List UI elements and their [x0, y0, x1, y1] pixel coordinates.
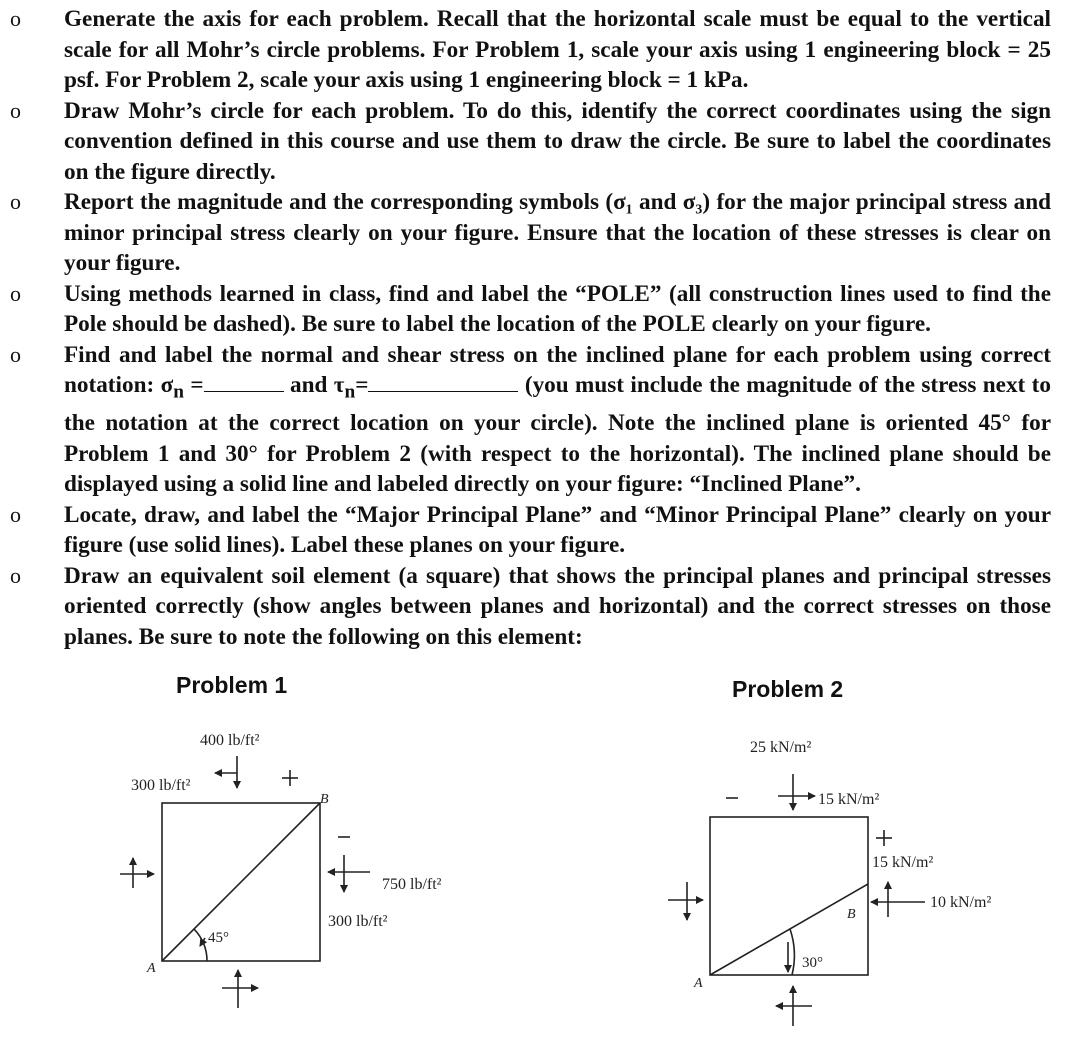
problem1-top-stress-arrow: [215, 756, 237, 788]
equals-sign: =: [355, 372, 369, 398]
instruction-item: [0, 4, 1075, 96]
problem2-angle-label: 30°: [802, 955, 823, 971]
instruction-item: [0, 187, 1075, 279]
problem2-right-shear-label: 15 kN/m²: [872, 854, 934, 871]
bullet-icon: o: [10, 562, 21, 588]
problem1-left-shear-label: 300 lb/ft²: [131, 777, 191, 794]
problem2-top-shear-label: 15 kN/m²: [818, 791, 880, 808]
instruction-text-part: (you must include the magnitude of the stress next to the notation at the correct location on your circle). Note the inclined plane is oriented 45° for Problem 1 and 30° for Problem 2 (with respect to the horizontal). The inclined plane should be displayed using a solid line and labeled directly on your figure: “Inclined Plane”.: [64, 372, 1051, 498]
problem2-labels: [693, 739, 991, 991]
equals-sign: =: [183, 372, 204, 398]
problem2-title: Problem 2: [732, 676, 844, 702]
instruction-item: [0, 279, 1075, 340]
bullet-icon: o: [10, 189, 21, 214]
problem2-diagram: [668, 774, 925, 1026]
bullet-icon: o: [10, 6, 21, 31]
instruction-text-part: and τ: [283, 372, 345, 398]
problem2-inclined-plane: [710, 884, 868, 975]
instruction-text: Draw an equivalent soil element (a square) that shows the principal planes and principal stresses oriented correctly (show angles between planes and horizontal) and the correct stresses on those planes. Be sure to note the following on this element:: [64, 562, 1051, 650]
instruction-text: Draw Mohr’s circle for each problem. To do this, identify the correct coordinates using the sign convention defined in this course and use them to draw the circle. Be sure to label the coordinates on the figure directly.: [64, 97, 1051, 185]
problem2-top-stress-label: 25 kN/m²: [750, 739, 812, 756]
problem1-corner-a: A: [147, 961, 156, 976]
instruction-item: [0, 561, 1075, 653]
problem2-top-stress-arrow: [778, 774, 815, 810]
element-diagrams: [0, 660, 1075, 1047]
problem1-top-stress-label: 400 lb/ft²: [200, 732, 260, 749]
problem1-right-shear-label: 300 lb/ft²: [328, 913, 388, 930]
figures: [0, 660, 1075, 1047]
problem2-angle-arc: [790, 929, 794, 975]
answer-blank: [368, 390, 518, 392]
answer-blank: [204, 390, 284, 392]
problem1-right-stress-arrow: [328, 855, 370, 892]
problem1-bottom-arrow: [222, 970, 258, 1008]
problem2-bottom-arrow: [776, 986, 812, 1026]
problem2-plus-icon: [876, 830, 892, 846]
instruction-text: Generate the axis for each problem. Recall that the horizontal scale must be equal to the vertical scale for all Mohr’s circle problems. For Problem 1, scale your axis using 1 engineering block = 25 psf. For Problem 2, scale your axis using 1 engineering block = 1 kPa.: [64, 6, 1051, 93]
problem2-corner-a: A: [694, 976, 703, 991]
bullet-icon: o: [10, 341, 21, 367]
instruction-list: [0, 4, 1075, 652]
problem1-labels: [131, 732, 442, 976]
problem1-title: Problem 1: [176, 672, 288, 698]
subscript: n: [173, 381, 184, 403]
problem2-corner-b: B: [847, 907, 856, 922]
problem2-right-stress-arrow: [871, 882, 925, 917]
instruction-text: [64, 342, 1051, 498]
instruction-text-part: Find and label the normal and shear stress on the inclined plane for each problem using correct notation: σ: [64, 341, 1051, 398]
problem1-right-normal-label: 750 lb/ft²: [382, 876, 442, 893]
bullet-icon: o: [10, 97, 21, 123]
problem2-right-normal-label: 10 kN/m²: [930, 894, 992, 911]
instruction-text: Report the magnitude and the corresponding symbols (σ₁ and σ₃) for the major principal stress and minor principal stress clearly on your figure. Ensure that the location of these stresses is clear on your figure.: [64, 189, 1051, 276]
problem2-soil-element: [710, 817, 868, 975]
problem1-inclined-plane: [162, 803, 320, 961]
instruction-item: [0, 500, 1075, 561]
instruction-text: Using methods learned in class, find and label the “POLE” (all construction lines used to find the Pole should be dashed). Be sure to label the location of the POLE clearly on your figure.: [64, 280, 1051, 337]
problem1-angle-label: 45°: [208, 930, 229, 946]
instruction-text: Locate, draw, and label the “Major Principal Plane” and “Minor Principal Plane” clearly on your figure (use solid lines). Label these planes on your figure.: [64, 501, 1051, 559]
problem1-corner-b: B: [320, 792, 329, 807]
bullet-icon: o: [10, 501, 21, 527]
problem1-plus-icon: [282, 770, 298, 786]
bullet-icon: o: [10, 280, 21, 306]
instruction-item: [0, 96, 1075, 188]
problem1-left-arrow: [120, 858, 154, 888]
problem2-left-arrow: [668, 882, 703, 920]
instruction-item: [0, 340, 1075, 500]
subscript: n: [344, 381, 356, 403]
